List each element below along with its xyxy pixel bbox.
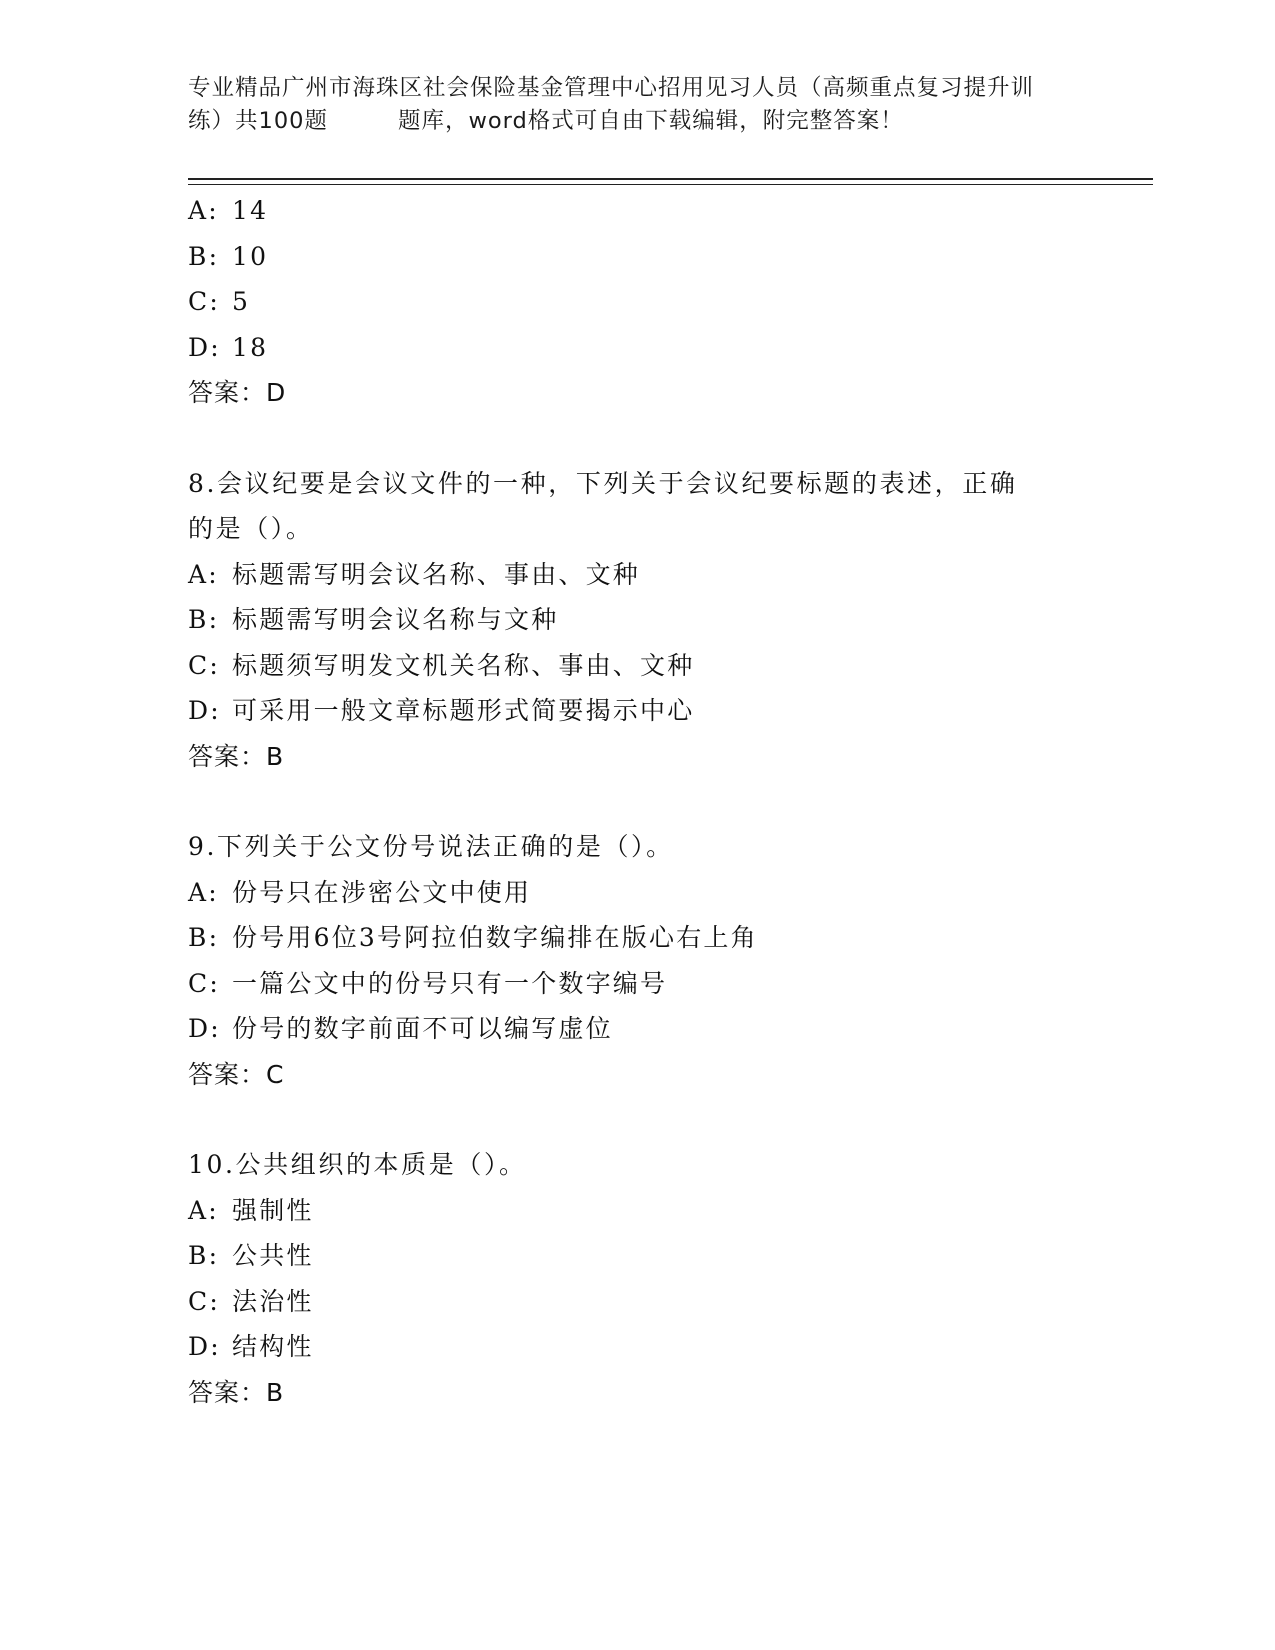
option-label: D: [188,1014,221,1043]
option-label: B: [188,923,220,952]
option-text: 14 [232,196,269,225]
option-label: C: [188,968,220,998]
option-text: 10 [232,241,269,271]
option-label: D: [188,332,221,362]
header-title-count: 练）共100题 [188,108,328,134]
option-c [188,643,1148,689]
option-text: 标题须写明发文机关名称、事由、文种 [232,650,695,680]
header-divider-thick [188,178,1153,180]
option-text: 标题需写明会议名称与文种 [232,605,559,634]
header-title-description: 题库，word格式可自由下载编辑，附完整答案！ [397,108,904,134]
question-block-9 [188,824,1148,1097]
question-block-partial [188,188,1148,416]
option-c [188,961,1148,1007]
option-label: B: [188,1241,220,1270]
option-text: 可采用一般文章标题形式简要揭示中心 [232,696,695,725]
option-c [188,279,1148,325]
header-title-line-1: 专业精品广州市海珠区社会保险基金管理中心招用见习人员（高频重点复习提升训 [188,75,1035,101]
option-d [188,688,1148,734]
option-label: A: [188,1195,219,1225]
option-label: B: [188,241,220,271]
option-label: A: [188,877,219,907]
option-b [188,1233,1148,1279]
option-text: 5 [232,287,251,316]
answer-line: 答案：D [188,378,287,407]
option-text: 一篇公文中的份号只有一个数字编号 [232,968,668,998]
option-text: 标题需写明会议名称、事由、文种 [232,559,641,589]
option-b [188,597,1148,643]
option-a [188,870,1148,916]
option-a [188,1188,1148,1234]
option-label: A: [188,559,219,589]
option-label: D: [188,696,221,725]
option-text: 公共性 [232,1241,314,1270]
option-d [188,1006,1148,1052]
option-d [188,325,1148,371]
option-label: A: [188,196,219,225]
header-title-line-2 [188,105,1108,138]
header-divider-thin [188,184,1153,185]
option-text: 18 [232,332,269,362]
option-d [188,1324,1148,1370]
option-text: 份号的数字前面不可以编写虚位 [232,1014,613,1043]
option-text: 法治性 [232,1286,314,1316]
answer-line: 答案：B [188,1377,285,1407]
answer-line: 答案：B [188,741,285,771]
option-text: 份号只在涉密公文中使用 [232,877,532,907]
option-label: C: [188,650,220,680]
question-stem: 10.公共组织的本质是（）。 [188,1150,527,1179]
answer-line: 答案：C [188,1059,285,1089]
option-b [188,234,1148,280]
question-stem: 9.下列关于公文份号说法正确的是（）。 [188,832,674,861]
question-block-8 [188,461,1148,780]
option-text: 强制性 [232,1195,314,1225]
option-a [188,552,1148,598]
question-stem: 8.会议纪要是会议文件的一种，下列关于会议纪要标题的表述，正确 [188,468,1018,498]
option-b [188,915,1148,961]
option-label: D: [188,1332,221,1361]
option-c [188,1279,1148,1325]
option-text: 结构性 [232,1332,314,1361]
option-label: C: [188,287,220,316]
question-block-10 [188,1142,1148,1415]
page-header [188,72,1108,138]
document-body [188,188,1148,1415]
option-label: B: [188,605,220,634]
option-text: 份号用6位3号阿拉伯数字编排在版心右上角 [232,923,758,952]
question-stem-continued: 的是（）。 [188,514,314,543]
option-label: C: [188,1286,220,1316]
option-a [188,188,1148,234]
